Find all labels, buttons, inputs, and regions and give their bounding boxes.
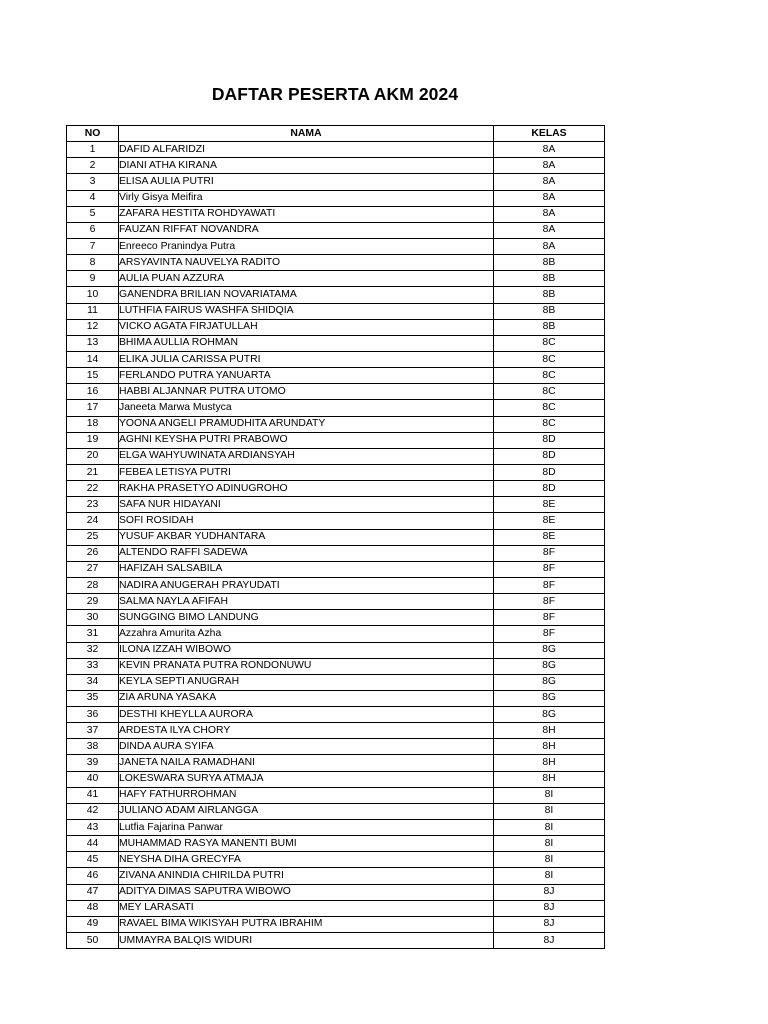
cell-kelas: 8I <box>494 868 605 884</box>
cell-nama: SOFI ROSIDAH <box>119 513 494 529</box>
cell-no: 8 <box>67 255 119 271</box>
cell-nama: UMMAYRA BALQIS WIDURI <box>119 933 494 949</box>
cell-no: 28 <box>67 577 119 593</box>
table-row <box>67 900 605 916</box>
table-row <box>67 787 605 803</box>
header-kelas: KELAS <box>494 126 605 142</box>
table-row <box>67 497 605 513</box>
table-row <box>67 771 605 787</box>
cell-no: 29 <box>67 594 119 610</box>
cell-kelas: 8H <box>494 739 605 755</box>
cell-kelas: 8A <box>494 222 605 238</box>
cell-nama: FAUZAN RIFFAT NOVANDRA <box>119 222 494 238</box>
cell-no: 12 <box>67 319 119 335</box>
table-row <box>67 610 605 626</box>
cell-no: 35 <box>67 690 119 706</box>
table-body <box>67 142 605 949</box>
cell-nama: SAFA NUR HIDAYANI <box>119 497 494 513</box>
cell-no: 41 <box>67 787 119 803</box>
header-no: NO <box>67 126 119 142</box>
cell-nama: YOONA ANGELI PRAMUDHITA ARUNDATY <box>119 416 494 432</box>
cell-nama: HABBI ALJANNAR PUTRA UTOMO <box>119 384 494 400</box>
table-row <box>67 594 605 610</box>
cell-kelas: 8D <box>494 432 605 448</box>
table-row <box>67 933 605 949</box>
table-row <box>67 803 605 819</box>
cell-no: 37 <box>67 723 119 739</box>
cell-no: 5 <box>67 206 119 222</box>
cell-kelas: 8G <box>494 690 605 706</box>
cell-no: 1 <box>67 142 119 158</box>
table-row <box>67 658 605 674</box>
table-row <box>67 255 605 271</box>
cell-nama: NEYSHA DIHA GRECYFA <box>119 852 494 868</box>
cell-kelas: 8A <box>494 158 605 174</box>
table-row <box>67 464 605 480</box>
cell-nama: YUSUF AKBAR YUDHANTARA <box>119 529 494 545</box>
table-row <box>67 739 605 755</box>
table-row <box>67 513 605 529</box>
cell-nama: AULIA PUAN AZZURA <box>119 271 494 287</box>
cell-nama: SUNGGING BIMO LANDUNG <box>119 610 494 626</box>
table-row <box>67 561 605 577</box>
cell-nama: FERLANDO PUTRA YANUARTA <box>119 368 494 384</box>
cell-nama: VICKO AGATA FIRJATULLAH <box>119 319 494 335</box>
table-row <box>67 190 605 206</box>
table-row <box>67 448 605 464</box>
table-row <box>67 690 605 706</box>
table-row <box>67 916 605 932</box>
table-row <box>67 416 605 432</box>
cell-no: 21 <box>67 464 119 480</box>
cell-nama: KEVIN PRANATA PUTRA RONDONUWU <box>119 658 494 674</box>
cell-no: 33 <box>67 658 119 674</box>
cell-no: 13 <box>67 335 119 351</box>
table-row <box>67 222 605 238</box>
cell-kelas: 8F <box>494 545 605 561</box>
cell-nama: ALTENDO RAFFI SADEWA <box>119 545 494 561</box>
cell-nama: ARDESTA ILYA CHORY <box>119 723 494 739</box>
table-row <box>67 142 605 158</box>
cell-no: 32 <box>67 642 119 658</box>
header-nama: NAMA <box>119 126 494 142</box>
table-row <box>67 481 605 497</box>
cell-kelas: 8J <box>494 916 605 932</box>
table-row <box>67 158 605 174</box>
cell-kelas: 8C <box>494 335 605 351</box>
table-row <box>67 384 605 400</box>
table-row <box>67 868 605 884</box>
cell-nama: ZIA ARUNA YASAKA <box>119 690 494 706</box>
cell-kelas: 8D <box>494 448 605 464</box>
cell-nama: RAKHA PRASETYO ADINUGROHO <box>119 481 494 497</box>
cell-no: 17 <box>67 400 119 416</box>
cell-kelas: 8A <box>494 206 605 222</box>
cell-no: 16 <box>67 384 119 400</box>
cell-kelas: 8B <box>494 287 605 303</box>
cell-kelas: 8C <box>494 416 605 432</box>
cell-nama: HAFIZAH SALSABILA <box>119 561 494 577</box>
cell-kelas: 8B <box>494 303 605 319</box>
cell-kelas: 8A <box>494 142 605 158</box>
table-row <box>67 545 605 561</box>
cell-kelas: 8J <box>494 900 605 916</box>
cell-nama: JULIANO ADAM AIRLANGGA <box>119 803 494 819</box>
cell-no: 45 <box>67 852 119 868</box>
cell-no: 19 <box>67 432 119 448</box>
cell-kelas: 8A <box>494 238 605 254</box>
cell-no: 22 <box>67 481 119 497</box>
cell-no: 23 <box>67 497 119 513</box>
cell-no: 10 <box>67 287 119 303</box>
cell-nama: ILONA IZZAH WIBOWO <box>119 642 494 658</box>
cell-kelas: 8E <box>494 497 605 513</box>
table-row <box>67 577 605 593</box>
cell-no: 14 <box>67 351 119 367</box>
cell-no: 42 <box>67 803 119 819</box>
cell-nama: RAVAEL BIMA WIKISYAH PUTRA IBRAHIM <box>119 916 494 932</box>
cell-nama: NADIRA ANUGERAH PRAYUDATI <box>119 577 494 593</box>
cell-no: 43 <box>67 820 119 836</box>
cell-no: 30 <box>67 610 119 626</box>
cell-no: 4 <box>67 190 119 206</box>
cell-nama: JANETA NAILA RAMADHANI <box>119 755 494 771</box>
cell-kelas: 8D <box>494 481 605 497</box>
cell-no: 36 <box>67 707 119 723</box>
document-title: DAFTAR PESERTA AKM 2024 <box>211 84 459 104</box>
table-row <box>67 755 605 771</box>
cell-nama: LUTHFIA FAIRUS WASHFA SHIDQIA <box>119 303 494 319</box>
cell-no: 3 <box>67 174 119 190</box>
cell-kelas: 8F <box>494 561 605 577</box>
cell-kelas: 8E <box>494 529 605 545</box>
cell-nama: ZIVANA ANINDIA CHIRILDA PUTRI <box>119 868 494 884</box>
cell-nama: HAFY FATHURROHMAN <box>119 787 494 803</box>
cell-no: 7 <box>67 238 119 254</box>
cell-kelas: 8B <box>494 255 605 271</box>
cell-kelas: 8F <box>494 577 605 593</box>
cell-nama: Enreeco Pranindya Putra <box>119 238 494 254</box>
table-row <box>67 674 605 690</box>
cell-kelas: 8J <box>494 933 605 949</box>
cell-no: 25 <box>67 529 119 545</box>
cell-nama: ARSYAVINTA NAUVELYA RADITO <box>119 255 494 271</box>
cell-nama: LOKESWARA SURYA ATMAJA <box>119 771 494 787</box>
cell-nama: DESTHI KHEYLLA AURORA <box>119 707 494 723</box>
cell-no: 47 <box>67 884 119 900</box>
cell-no: 34 <box>67 674 119 690</box>
cell-kelas: 8F <box>494 610 605 626</box>
cell-no: 18 <box>67 416 119 432</box>
table-row <box>67 287 605 303</box>
cell-kelas: 8G <box>494 658 605 674</box>
cell-no: 6 <box>67 222 119 238</box>
cell-kelas: 8J <box>494 884 605 900</box>
cell-kelas: 8G <box>494 642 605 658</box>
table-row <box>67 642 605 658</box>
cell-kelas: 8F <box>494 626 605 642</box>
table-header-row <box>67 126 605 142</box>
cell-no: 11 <box>67 303 119 319</box>
table-row <box>67 206 605 222</box>
cell-no: 48 <box>67 900 119 916</box>
cell-nama: ADITYA DIMAS SAPUTRA WIBOWO <box>119 884 494 900</box>
cell-kelas: 8C <box>494 368 605 384</box>
cell-nama: ELISA AULIA PUTRI <box>119 174 494 190</box>
table-row <box>67 368 605 384</box>
cell-no: 2 <box>67 158 119 174</box>
table-row <box>67 852 605 868</box>
table-row <box>67 432 605 448</box>
cell-kelas: 8C <box>494 400 605 416</box>
cell-kelas: 8A <box>494 190 605 206</box>
table-row <box>67 319 605 335</box>
table-row <box>67 836 605 852</box>
cell-no: 39 <box>67 755 119 771</box>
cell-kelas: 8H <box>494 723 605 739</box>
table-row <box>67 271 605 287</box>
cell-nama: GANENDRA BRILIAN NOVARIATAMA <box>119 287 494 303</box>
table-row <box>67 723 605 739</box>
cell-nama: Lutfia Fajarina Panwar <box>119 820 494 836</box>
cell-nama: MUHAMMAD RASYA MANENTI BUMI <box>119 836 494 852</box>
cell-kelas: 8I <box>494 787 605 803</box>
cell-no: 26 <box>67 545 119 561</box>
cell-kelas: 8C <box>494 351 605 367</box>
participant-table <box>66 125 605 949</box>
cell-kelas: 8E <box>494 513 605 529</box>
cell-nama: AGHNI KEYSHA PUTRI PRABOWO <box>119 432 494 448</box>
table-row <box>67 335 605 351</box>
table-row <box>67 174 605 190</box>
cell-no: 49 <box>67 916 119 932</box>
cell-kelas: 8I <box>494 820 605 836</box>
cell-no: 40 <box>67 771 119 787</box>
cell-nama: DIANI ATHA KIRANA <box>119 158 494 174</box>
cell-nama: MEY LARASATI <box>119 900 494 916</box>
table-row <box>67 351 605 367</box>
cell-nama: KEYLA SEPTI ANUGRAH <box>119 674 494 690</box>
cell-no: 31 <box>67 626 119 642</box>
cell-nama: Janeeta Marwa Mustyca <box>119 400 494 416</box>
cell-kelas: 8I <box>494 836 605 852</box>
cell-nama: FEBEA LETISYA PUTRI <box>119 464 494 480</box>
table-row <box>67 303 605 319</box>
cell-kelas: 8H <box>494 755 605 771</box>
cell-nama: Azzahra Amurita Azha <box>119 626 494 642</box>
cell-nama: DAFID ALFARIDZI <box>119 142 494 158</box>
cell-kelas: 8H <box>494 771 605 787</box>
cell-kelas: 8I <box>494 803 605 819</box>
table-row <box>67 238 605 254</box>
cell-no: 50 <box>67 933 119 949</box>
cell-kelas: 8F <box>494 594 605 610</box>
table-row <box>67 707 605 723</box>
cell-no: 46 <box>67 868 119 884</box>
cell-kelas: 8D <box>494 464 605 480</box>
cell-nama: Virly Gisya Meifira <box>119 190 494 206</box>
table-row <box>67 626 605 642</box>
cell-kelas: 8A <box>494 174 605 190</box>
table-row <box>67 529 605 545</box>
cell-kelas: 8G <box>494 707 605 723</box>
cell-kelas: 8G <box>494 674 605 690</box>
table-row <box>67 400 605 416</box>
cell-no: 44 <box>67 836 119 852</box>
cell-kelas: 8C <box>494 384 605 400</box>
cell-nama: DINDA AURA SYIFA <box>119 739 494 755</box>
cell-nama: SALMA NAYLA AFIFAH <box>119 594 494 610</box>
cell-nama: ELIKA JULIA CARISSA PUTRI <box>119 351 494 367</box>
cell-no: 27 <box>67 561 119 577</box>
cell-kelas: 8I <box>494 852 605 868</box>
cell-no: 9 <box>67 271 119 287</box>
cell-no: 24 <box>67 513 119 529</box>
table-row <box>67 884 605 900</box>
cell-nama: ZAFARA HESTITA ROHDYAWATI <box>119 206 494 222</box>
table-row <box>67 820 605 836</box>
cell-no: 38 <box>67 739 119 755</box>
cell-kelas: 8B <box>494 319 605 335</box>
cell-no: 15 <box>67 368 119 384</box>
cell-nama: ELGA WAHYUWINATA ARDIANSYAH <box>119 448 494 464</box>
cell-kelas: 8B <box>494 271 605 287</box>
cell-no: 20 <box>67 448 119 464</box>
cell-nama: BHIMA AULLIA ROHMAN <box>119 335 494 351</box>
